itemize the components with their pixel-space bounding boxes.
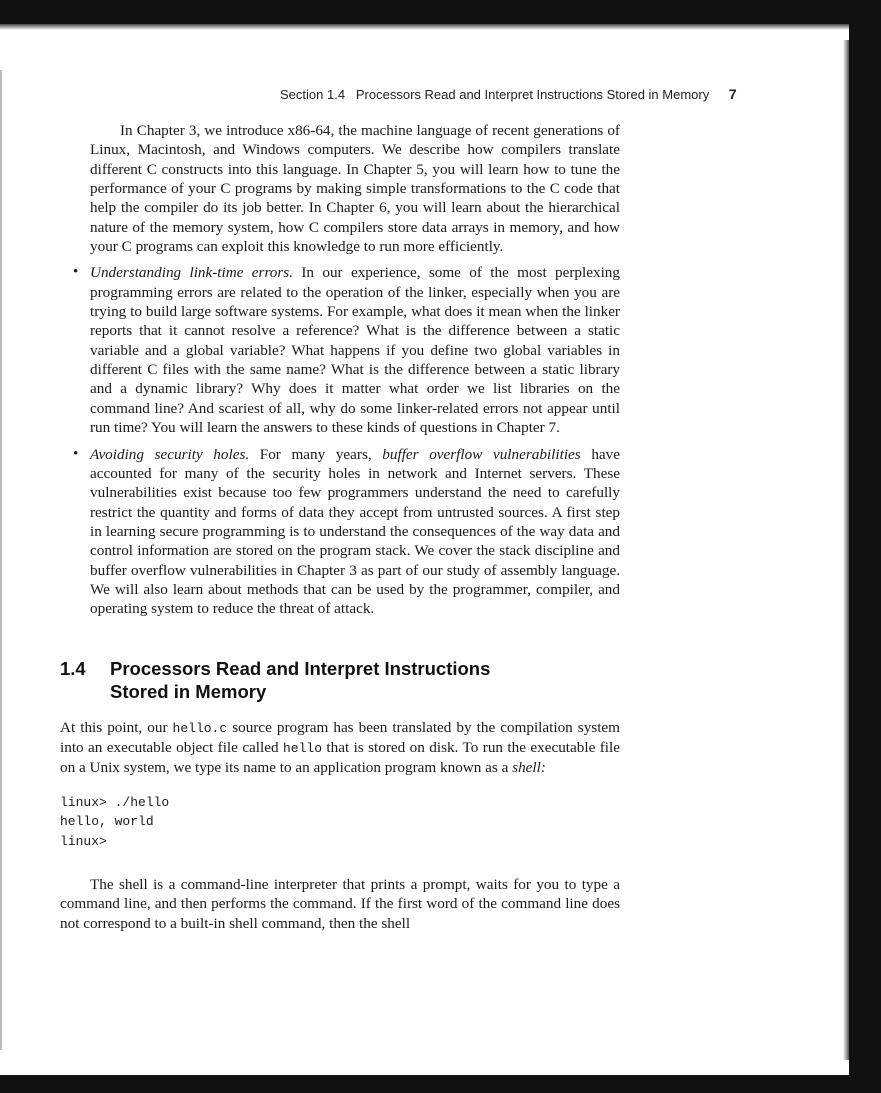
code-line: hello, world [60, 814, 154, 830]
section-title-line-1: Processors Read and Interpret Instructions [110, 657, 491, 679]
scan-left-edge [0, 70, 2, 1050]
bullet-text-before: For many years, [249, 445, 383, 463]
intro-paragraph: In Chapter 3, we introduce x86-64, the machine language of recent generations of Linux, Macintosh, and Windows computers. We describe how compilers translate different C constructs into this language. In Chapter 5, you will learn how to tune the performance of your C programs by making simple transformations to the C code that help the compiler do its job better. In Chapter 6, you will learn about the hierarchical nature of the memory system, how C compilers store data arrays in memory, and how your C programs can exploit this knowledge to run more efficiently. [90, 122, 620, 256]
body-paragraph-2: The shell is a command-line interpreter that prints a prompt, waits for you to type a command line, and then performs the command. If the first word of the command line does not correspond to a built-in shell command, then the shell [60, 876, 620, 932]
bullet-emphasis: buffer overflow vulnerabilities [382, 445, 581, 463]
inline-code-hello: hello [282, 740, 322, 756]
header-section-title: Processors Read and Interpret Instructions Stored in Memory [355, 87, 710, 102]
running-header [280, 86, 760, 102]
inline-code-hello-c: hello.c [172, 720, 228, 736]
page-number: 7 [728, 86, 737, 102]
page-body [60, 121, 620, 933]
code-block [60, 793, 620, 852]
code-line: linux> ./hello [60, 794, 170, 810]
header-section-label: Section 1.4 [280, 87, 346, 102]
section-title-line-2: Stored in Memory [110, 680, 267, 702]
bullet-marker: • [73, 264, 79, 281]
bullet-marker: • [73, 445, 79, 462]
bullet-text-after: have accounted for many of the security holes in network and Internet servers. These vulnerabilities exist because too few programmers understand the need to carefully restrict the quantity and forms of data they accept from untrusted sources. A first step in learning secure programming is to understand the consequences of the way data and control information are stored on the program stack. We cover the stack discipline and buffer overflow vulnerabilities in Chapter 3 as part of our study of assembly language. We will also learn about methods that can be used by the programmer, compiler, and operating system to reduce the threat of attack. [90, 445, 620, 618]
body-text: At this point, our [60, 718, 173, 736]
section-number: 1.4 [60, 657, 86, 679]
body-text: that is stored on disk. To run the executable file on a Unix system, we type its name to an application program known as a [60, 738, 620, 777]
scan-bottom-border [0, 1075, 881, 1093]
bullet-lead: Understanding link-time errors. [90, 264, 294, 282]
bullet-link-time-errors [73, 263, 620, 437]
bullet-security-holes [73, 445, 620, 619]
scan-top-border [0, 0, 881, 24]
bullet-lead: Avoiding security holes. [90, 445, 250, 463]
code-line: linux> [60, 833, 107, 849]
scan-right-border [849, 0, 881, 1093]
scan-right-shadow [843, 40, 849, 1060]
body-paragraph-1 [60, 718, 620, 778]
scan-top-shadow [0, 24, 881, 30]
body-emphasis-shell: shell: [512, 759, 546, 777]
section-title [110, 657, 490, 703]
bullet-text: In our experience, some of the most perplexing programming errors are related to the operation of the linker, especially when you are trying to build large software systems. For example, what does it mean when the linker reports that it cannot resolve a reference? What is the difference between a static variable and a global variable? What happens if you define two global variables in different C files with the same name? What is the difference between a static library and a dynamic library? Why does it matter what order we list libraries on the command line? And scariest of all, why do some linker-related errors not appear until run time? You will learn the answers to these kinds of questions in Chapter 7. [90, 264, 620, 437]
body-text: source program has been translated by the compilation system into an executable object file called [60, 718, 620, 756]
section-heading [60, 657, 620, 703]
